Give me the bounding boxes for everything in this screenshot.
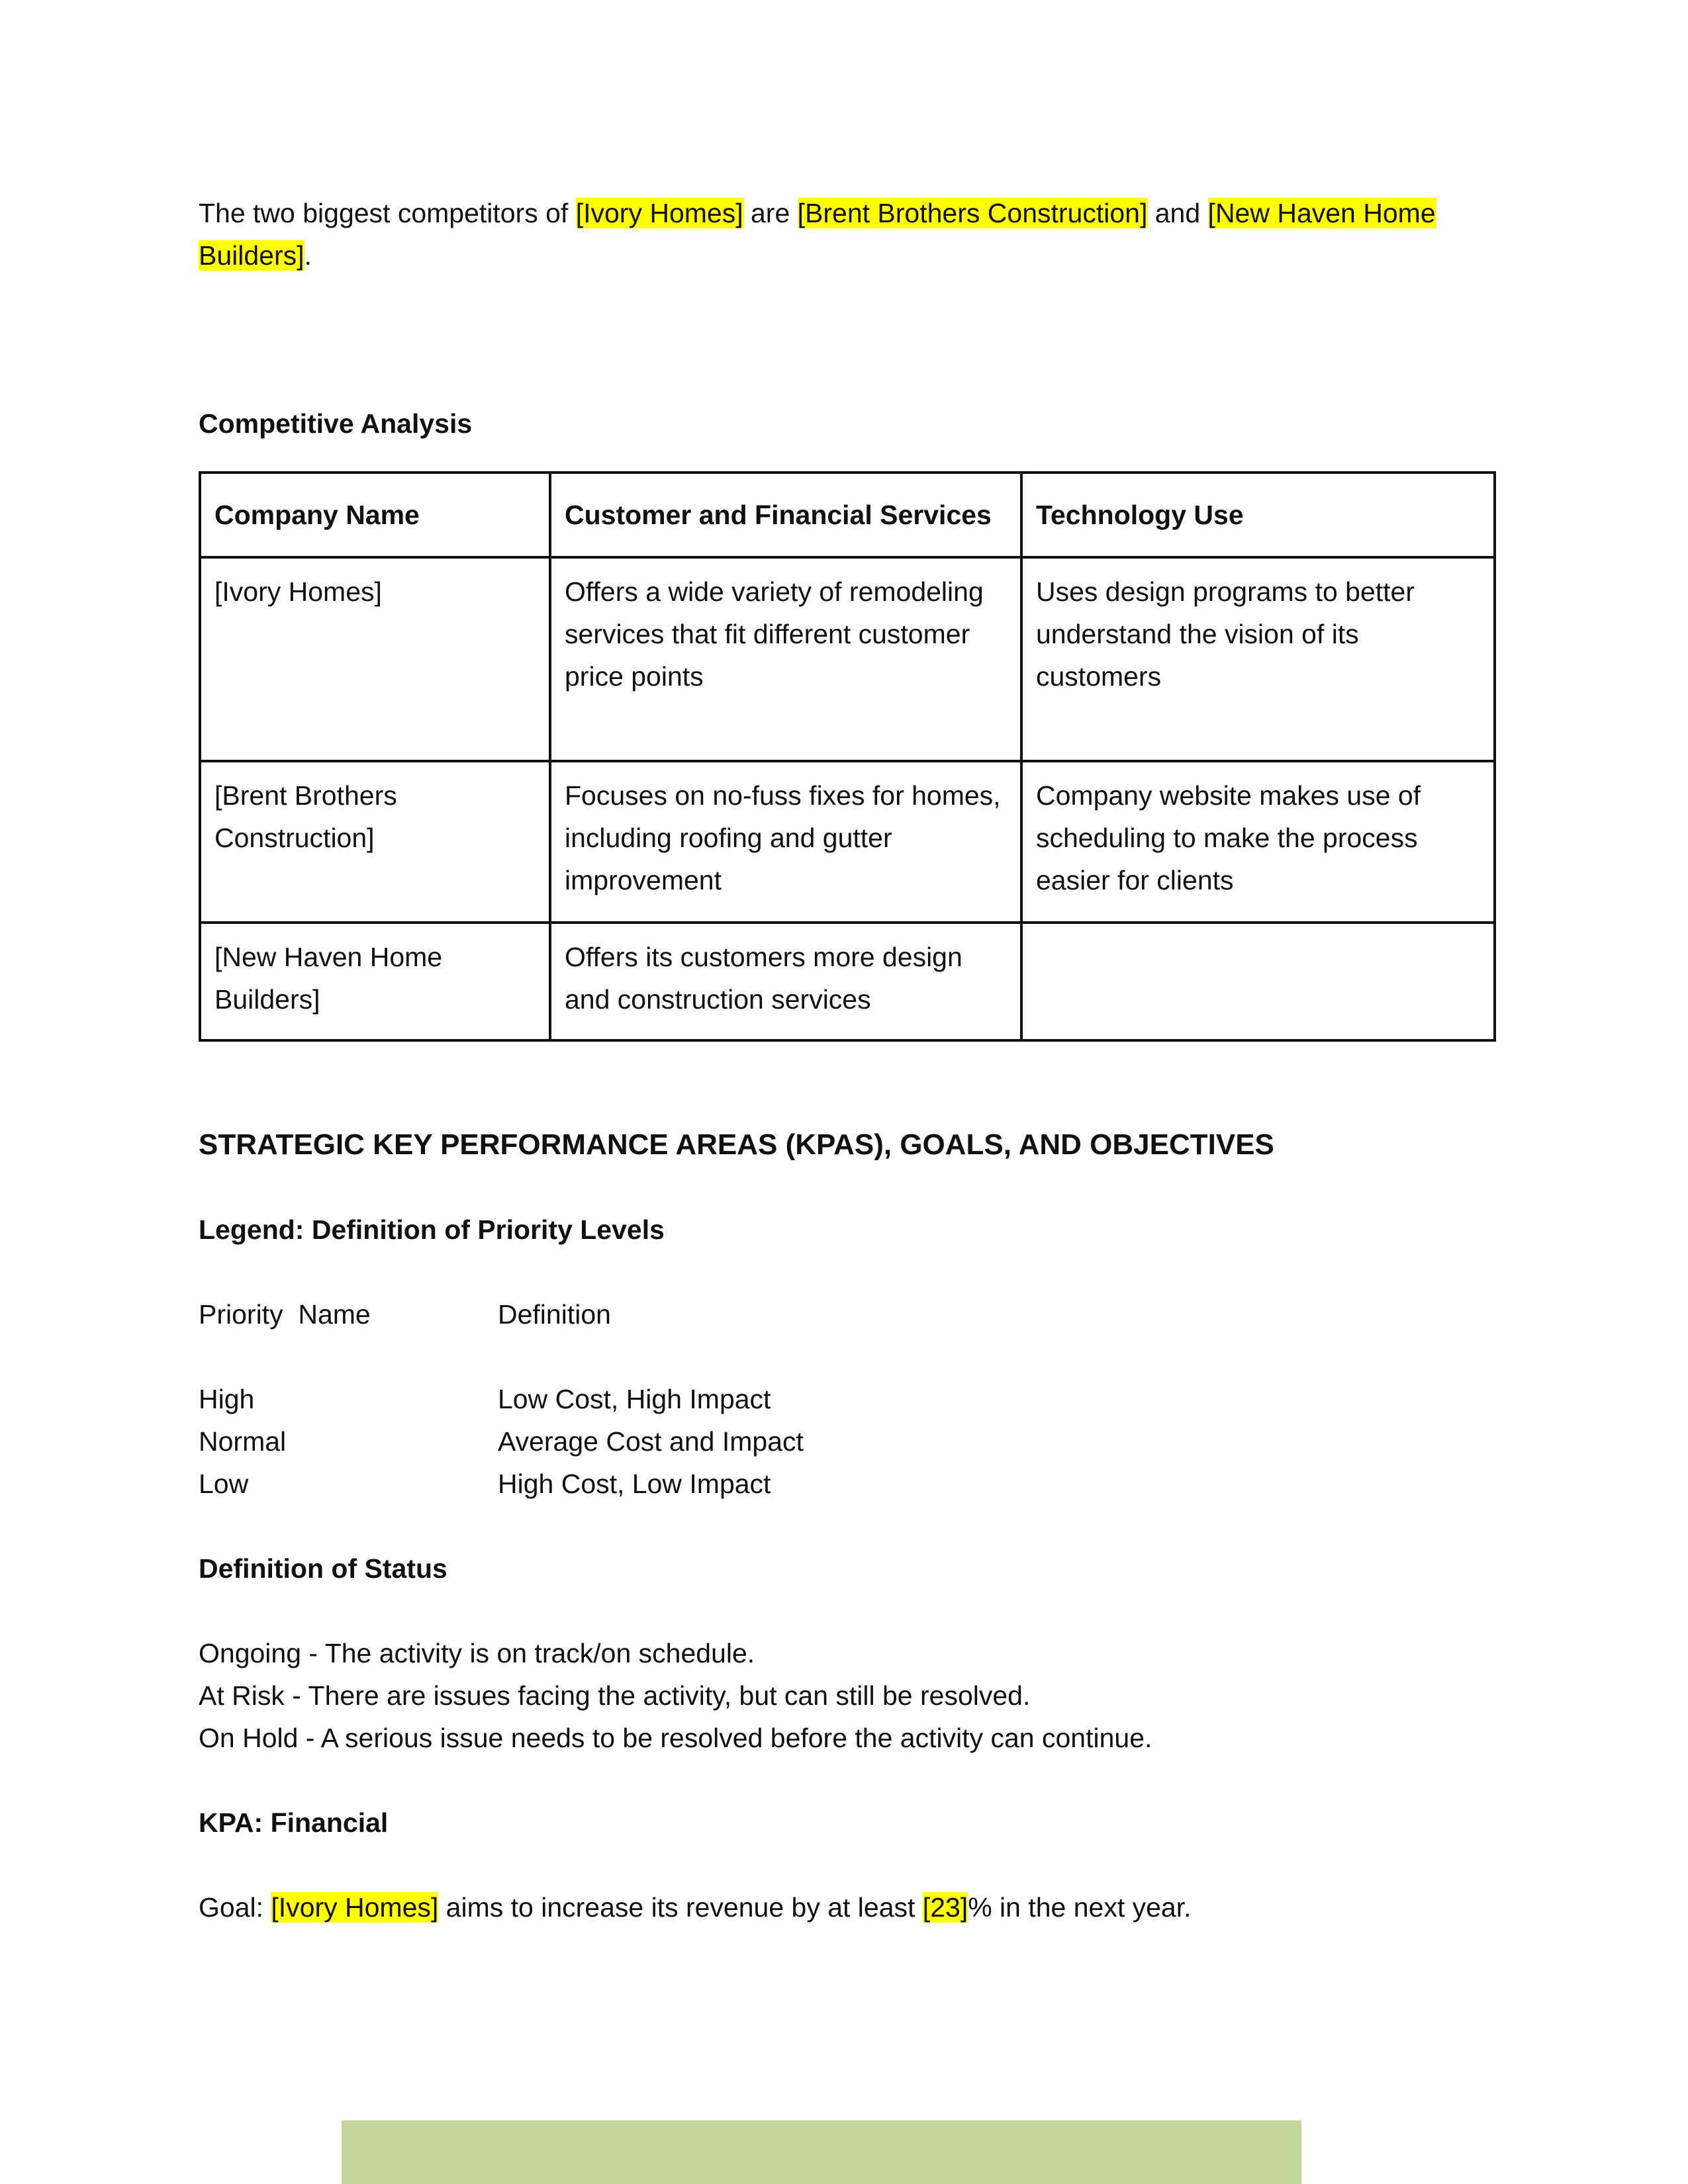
goal-statement	[199, 1886, 1493, 1929]
legend-header-priority: Priority Name	[199, 1299, 371, 1330]
priority-definition: Average Cost and Impact	[498, 1426, 804, 1457]
legend-row	[199, 1420, 1493, 1463]
intro-text: The two biggest competitors of	[199, 198, 576, 228]
table-cell: [Brent Brothers Construction]	[200, 761, 550, 923]
legend-row	[199, 1463, 1493, 1505]
percent-placeholder: [23]	[922, 1892, 968, 1923]
status-line: On Hold - A serious issue needs to be resolved before the activity can continue.	[199, 1723, 1152, 1753]
table-cell: [Ivory Homes]	[200, 557, 550, 761]
header-customer-financial-services: Customer and Financial Services	[550, 473, 1021, 557]
goal-text: Goal:	[199, 1892, 271, 1923]
status-definitions	[199, 1632, 1493, 1759]
legend-header-definition: Definition	[498, 1299, 611, 1330]
competitive-analysis-table	[199, 471, 1496, 1042]
kpa-financial-title: KPA: Financial	[199, 1807, 389, 1838]
competitor-placeholder: [Brent Brothers Construction]	[797, 198, 1148, 228]
table-cell: Offers a wide variety of remodeling services that fit different customer price points	[550, 557, 1021, 761]
table-cell: Company website makes use of scheduling to make the process easier for clients	[1021, 761, 1495, 923]
goal-text: % in the next year.	[968, 1892, 1192, 1923]
document-content	[199, 192, 1493, 1929]
table-header-row	[200, 473, 1495, 557]
company-placeholder: [Ivory Homes]	[575, 198, 743, 228]
status-title: Definition of Status	[199, 1553, 447, 1584]
competitive-analysis-title: Competitive Analysis	[199, 408, 473, 439]
priority-name: High	[199, 1384, 255, 1414]
priority-definition: Low Cost, High Impact	[498, 1384, 771, 1414]
status-line: At Risk - There are issues facing the activity, but can still be resolved.	[199, 1680, 1031, 1711]
table-cell: Offers its customers more design and construction services	[550, 923, 1021, 1040]
priority-definition: High Cost, Low Impact	[498, 1469, 771, 1499]
table-row	[200, 761, 1495, 923]
table-cell: Focuses on no-fuss fixes for homes, including roofing and gutter improvement	[550, 761, 1021, 923]
legend-header-row	[199, 1293, 1493, 1336]
status-line: Ongoing - The activity is on track/on schedule.	[199, 1638, 755, 1668]
company-placeholder: [Ivory Homes]	[271, 1892, 439, 1923]
table-row	[200, 923, 1495, 1040]
table-cell: [New Haven Home Builders]	[200, 923, 550, 1040]
intro-text: .	[304, 240, 312, 271]
table-cell: Uses design programs to better understand the vision of its customers	[1021, 557, 1495, 761]
table-row	[200, 557, 1495, 761]
intro-text: and	[1147, 198, 1208, 228]
intro-paragraph	[199, 192, 1493, 277]
goal-text: aims to increase its revenue by at least	[438, 1892, 923, 1923]
priority-legend	[199, 1293, 1493, 1505]
competitor-placeholder: [New Haven Home Builders]	[199, 198, 1436, 271]
header-technology-use: Technology Use	[1021, 473, 1495, 557]
table-cell	[1021, 923, 1495, 1040]
priority-name: Low	[199, 1469, 249, 1499]
header-company-name: Company Name	[200, 473, 550, 557]
kpa-section-title: STRATEGIC KEY PERFORMANCE AREAS (KPAS), GOALS, AND OBJECTIVES	[199, 1128, 1274, 1161]
legend-title: Legend: Definition of Priority Levels	[199, 1214, 665, 1245]
priority-name: Normal	[199, 1426, 287, 1457]
footer-color-band	[342, 2120, 1301, 2184]
legend-row	[199, 1378, 1493, 1420]
intro-text: are	[743, 198, 798, 228]
